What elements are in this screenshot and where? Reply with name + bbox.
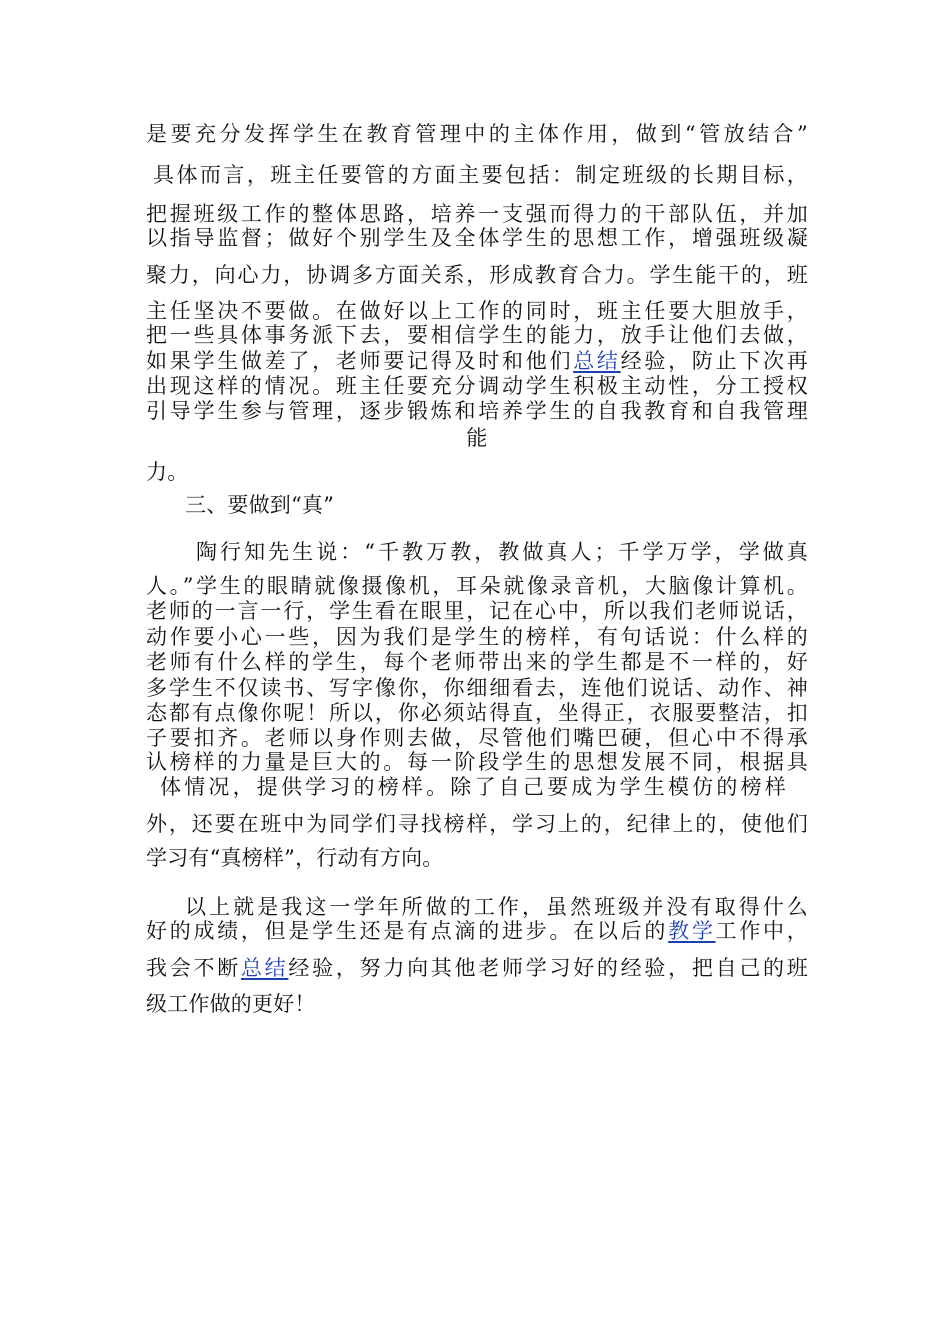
text-line: 子要扣齐。老师以身作则去做，尽管他们嘴巴硬，但心中不得承 — [146, 726, 808, 750]
text-line: 体情况，提供学习的榜样。除了自己要成为学生模仿的榜样 — [160, 775, 786, 799]
text-line: 级工作做的更好！ — [146, 992, 316, 1016]
text-line: 出现这样的情况。班主任要充分调动学生积极主动性，分工授权 — [146, 374, 808, 398]
text-line: 外，还要在班中为同学们寻找榜样，学习上的，纪律上的，使他们 — [146, 812, 808, 836]
summary-link[interactable]: 总结 — [240, 956, 289, 980]
text-fragment: 好的成绩，但是学生还是有点滴的进步。在以后的 — [146, 919, 669, 943]
text-fragment: 如果学生做差了，老师要记得及时和他们 — [146, 349, 574, 373]
text-line: 主任坚决不要做。在做好以上工作的同时，班主任要大胆放手， — [146, 299, 808, 323]
text-line: 能 — [466, 426, 488, 450]
text-fragment: 经验，努力向其他老师学习好的经验，把自己的班 — [288, 956, 808, 980]
text-line: 以上就是我这一学年所做的工作，虽然班级并没有取得什么 — [185, 895, 808, 919]
text-line: 聚力，向心力，协调多方面关系，形成教育合力。学生能干的，班 — [146, 263, 808, 287]
section-heading: 三、要做到“真” — [185, 493, 335, 517]
text-fragment: 工作中， — [715, 919, 808, 943]
text-line: 老师的一言一行，学生看在眼里，记在心中，所以我们老师说话， — [146, 599, 808, 623]
text-line: 动作要小心一些，因为我们是学生的榜样，有句话说：什么样的 — [146, 625, 808, 649]
text-line: 陶行知先生说：“千教万教，教做真人；千学万学，学做真 — [196, 540, 808, 564]
text-line: 引导学生参与管理，逐步锻炼和培养学生的自我教育和自我管理 — [146, 399, 808, 423]
text-line — [146, 348, 808, 374]
text-line: 把握班级工作的整体思路，培养一支强而得力的干部队伍，并加 — [146, 202, 808, 226]
summary-link[interactable]: 总结 — [573, 349, 621, 373]
text-line: 以指导监督；做好个别学生及全体学生的思想工作，增强班级凝 — [146, 226, 808, 250]
text-line: 认榜样的力量是巨大的。每一阶段学生的思想发展不同，根据具 — [146, 750, 808, 774]
text-fragment: 经验，防止下次再 — [620, 349, 808, 373]
text-line: 多学生不仅读书、写字像你，你细细看去，连他们说话、动作、神 — [146, 676, 808, 700]
teaching-link[interactable]: 教学 — [668, 919, 716, 943]
text-line — [146, 918, 808, 944]
text-line: 具体而言，班主任要管的方面主要包括：制定班级的长期目标， — [153, 163, 808, 187]
text-line: 老师有什么样的学生，每个老师带出来的学生都是不一样的，好 — [146, 650, 808, 674]
text-line: 力。 — [146, 460, 189, 484]
text-fragment: 我会不断 — [146, 956, 241, 980]
text-line — [146, 955, 808, 981]
text-line: 把一些具体事务派下去，要相信学生的能力，放手让他们去做， — [146, 323, 808, 347]
text-line: 人。”学生的眼睛就像摄像机，耳朵就像录音机，大脑像计算机。 — [146, 574, 808, 598]
text-line: 是要充分发挥学生在教育管理中的主体作用，做到“管放结合” — [146, 122, 808, 146]
text-line: 学习有“真榜样”，行动有方向。 — [146, 846, 444, 870]
text-line: 态都有点像你呢！所以，你必须站得直，坐得正，衣服要整洁，扣 — [146, 701, 808, 725]
